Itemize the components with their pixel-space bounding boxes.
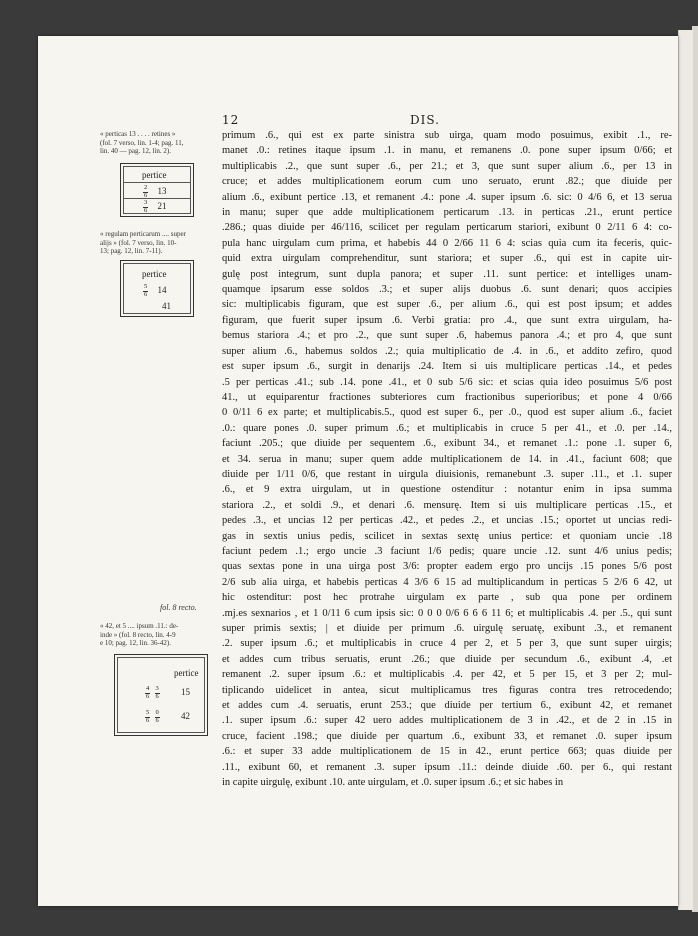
- book-page-edge: [678, 30, 693, 910]
- figure-box-1-frame: [123, 166, 191, 214]
- margin-note-2: [100, 230, 210, 256]
- text-line: pedes .3., et uncias 12 per perticas .42., et pedes .2., et uncias .15.; oportet ut uncias redi-: [222, 515, 672, 527]
- margin-note-3-line1: « 42, et 5 .... ipsum .11.: de-: [100, 622, 179, 630]
- text-line: stariora .2., et soldi .9., et denari .6. mensurę. Item si uis multiplicare perticas .15., et: [222, 499, 672, 511]
- running-title: DIS.: [410, 113, 440, 127]
- box1-title: pertice: [142, 170, 167, 180]
- box3-row1-fraction-a: $\frac{4}{6}$: [146, 685, 150, 700]
- text-line: sic: multiplicabis figuram, que est super .6., per alium .6., qui est post ipsum; et addes: [222, 299, 672, 311]
- text-line: 0 0/11 6 ex parte; et multiplicabis.5., quod est super 6., per .0., quod est super alium .6., faciet: [222, 407, 672, 419]
- text-line: .5 per perticas .41.; sub .14. pone .41., et 0 sub 5/6 sic: et scias quia ideo posuimus 5/6 post: [222, 376, 672, 388]
- figure-box-3: [114, 654, 208, 736]
- text-line: .11., exibunt 60, et remanent .3. super ipsum .11.: deinde diuide .60. per 6., qui restant: [222, 761, 672, 773]
- text-line: remanent .2. super ipsum .6.: et multiplicabis .4. per 42, et 5 per 15, et 3 per 2; mul-: [222, 669, 672, 681]
- box3-row2-fraction-a: $\frac{5}{6}$: [146, 709, 150, 724]
- margin-note-1-line1: « perticas 13 . . . . retines »: [100, 130, 176, 138]
- box1-row2-fraction: $\frac{3}{6}$: [144, 199, 148, 214]
- margin-note-3-line3: e 10; pag. 12, lin. 36-42).: [100, 639, 171, 647]
- margin-note-1-line2: (fol. 7 verso, lin. 1-4; pag. 11,: [100, 138, 184, 147]
- text-line: manet .0.: retines itaque ipsum .1. in manu, et remanens .0. pone super ipsum 0/66; et: [222, 145, 672, 157]
- text-line: 2/6 sub alia uirga, et habebis perticas 4 3/6 6 15 ad multiplicandum in perticas 5 2/6 6 42, ut: [222, 576, 672, 588]
- box3-row1: $\frac{4}{6}$ $\frac{3}{6}$ 15: [146, 685, 190, 700]
- text-line: faciunt pedem .1.; ergo uncie .3 faciunt 1/6 pedis; quare uncie .12. sunt 4/6 unius pedis;: [222, 545, 672, 557]
- margin-note-1: [100, 130, 210, 156]
- text-line: .6.: et super 33 adde multiplicationem de 15 in 42., erunt pertice 663; quas diuide per: [222, 746, 672, 758]
- text-line: gulę post integrum, sunt dupla panora; et super .11. sunt pertice: et intelliges unam-: [222, 268, 672, 280]
- text-line: diuide per 1/11 0/6, que restant in uirgula diuisionis, remanebunt .3. super .11., et .1. super: [222, 468, 672, 480]
- box2-row1-fraction: $\frac{5}{6}$: [144, 283, 148, 298]
- box3-row2-fraction-b: $\frac{0}{6}$: [155, 709, 159, 724]
- margin-note-2-line2: alijs » (fol. 7 verso, lin. 10-: [100, 238, 177, 247]
- text-line: est super ipsum .6., surgit in denarijs .24. Item si uis multiplicare perticas .14., et pedes: [222, 361, 672, 373]
- figure-box-2-frame: [123, 263, 191, 314]
- folio-mark: fol. 8 recto.: [160, 603, 197, 612]
- box1-row1: $\frac{2}{6}$ 13: [144, 184, 167, 199]
- text-line: .mj.es sexnarios , et 1 0/11 6 cum ipsis sic: 0 0 0 0/6 6 6 6 11 6; et multiplicabis .4. per .5., qui sunt: [222, 607, 672, 619]
- text-line: bemus stariora .4.; et pro .2., que sunt super .6, habemus panora .4.; et pro 4, que sunt: [222, 330, 672, 342]
- box1-divider: [124, 182, 190, 183]
- text-line: alium .6., exibunt pertice .13, et remanent .4.: pone .4. super ipsum .6. sic: 0 4/6 6, et 13 serua: [222, 191, 672, 203]
- text-line: in manu; super que adde multiplicationem perticarum .13. in perticas .21., erunt pertice: [222, 207, 672, 219]
- text-line: in capite uirgulę, exibunt .10. ante uirgulam, et .0. super ipsum .6.; et sic habes in: [222, 777, 564, 789]
- box1-divider-2: [124, 198, 190, 199]
- text-line: 41., ut equiparentur fractiones subteriores cum fractionibus superioribus; et pone 4 0/66: [222, 391, 672, 403]
- text-line: multiplicabis .2., que sunt super .6., per 21.; et 3, que sunt super alium .6., per 13 in: [222, 160, 672, 172]
- text-line: primum .6., qui est ex parte sinistra sub uirga, quam modo posuimus, exibit .1., re-: [222, 130, 672, 141]
- box3-title: pertice: [174, 668, 199, 678]
- figure-box-3-frame: [117, 657, 205, 733]
- text-line: quas sextas pone in una uirga post 3/6: propter eadem ergo pro uncijs .15 pones 5/6 post: [222, 561, 672, 573]
- text-line: gas in sextis unius pedis, scilicet in sextas sextę unius pertice: et quoniam uncie .18: [222, 530, 672, 542]
- text-line: quid extra uirgulam comprehenditur, sunt stariora; et super .6., qui est in capite uir-: [222, 253, 672, 265]
- margin-note-2-line1: « regulam perticarum .... super: [100, 230, 186, 238]
- margin-note-2-line3: 13; pag. 12, lin. 7-11).: [100, 247, 163, 255]
- text-line: cruce, facient .198.; que diuide per quartum .6., exibunt 33, et remanet .0. super ipsum: [222, 730, 672, 742]
- box2-title: pertice: [142, 269, 167, 279]
- text-line: figuram, que fuerit super ipsum .6. Verbi gratia: pro .4., que sunt extra uirgulam, ha-: [222, 314, 672, 326]
- box1-row1-fraction: $\frac{2}{6}$: [144, 184, 148, 199]
- text-line: quamque ipsarum esse soldos .3.; et super alijs duobus .6. sunt denari; quos accipies: [222, 284, 672, 296]
- figure-box-2: [120, 260, 194, 317]
- text-line: super alium .6., habemus soldos .2.; quia multiplicatio de .4. in .6., et addito zefiro, quod: [222, 345, 672, 357]
- text-line: hic ostenditur: post hec protrahe uirgulam ex parte , sub qua pone per ordinem: [222, 592, 672, 604]
- figure-box-1: [120, 163, 194, 217]
- box2-row1: $\frac{5}{6}$ 14: [144, 283, 167, 298]
- text-line: tiplicando uidelicet in antea, sicut multiplicamus tres figuras contra tres retrocedendo;: [222, 684, 672, 696]
- text-line: cruce; et addes multiplicationem eorum cum uno seruato, erunt .82.; que diuide per: [222, 176, 672, 188]
- box2-row2: 41: [162, 301, 171, 311]
- margin-note-1-line3: lin. 40 — pag. 12, lin. 2).: [100, 147, 171, 155]
- page-number: 12: [222, 113, 240, 127]
- box3-row2: $\frac{5}{6}$ $\frac{0}{6}$ 42: [146, 709, 190, 724]
- text-line: super primis sextis; | et diuide per primum .6. uirgulę seruatę, exibunt .3., et remanent: [222, 623, 672, 634]
- margin-note-3: [100, 622, 210, 648]
- text-line: pula hanc uirgulam cum prima, et habebis 44 0 2/66 11 6 4: scias quia cum ita feceris, quic-: [222, 237, 672, 249]
- margin-note-3-line2: inde » (fol. 8 recto, lin. 4-9: [100, 630, 176, 639]
- box1-row2: $\frac{3}{6}$ 21: [144, 199, 167, 214]
- text-line: faciunt .205.; que diuide per sequentem .6., exibunt 34., et remanet .1.: pone .1. super 6,: [222, 438, 672, 450]
- text-line: .6., et 9 extra uirgulam, ut in questione ostenditur : notantur enim in ipsa summa: [222, 484, 672, 496]
- text-line: et 34. serua in manu; super quem adde multiplicationem de 14. in .41., faciunt 608; que: [222, 453, 672, 465]
- box3-row1-fraction-b: $\frac{3}{6}$: [155, 685, 159, 700]
- text-line: .286.; quas diuide per 46/116, scilicet per regulam perticarum stariori, exibunt 0 2/11 6 4: co-: [222, 222, 672, 234]
- text-line: .0.: quare pones .0. super primum .6.; et multiplicabis in cruce 5 per 41., et .0. per .14.,: [222, 422, 672, 434]
- text-line: et addes cum .4. seruatis, erunt 253.; que diuide per tertium 6., exibunt 42, et remanet: [222, 700, 672, 712]
- text-line: .1. super ipsum .6.: super 42 uero addes multiplicationem de 3 in .42., et de 2 in .15 in: [222, 715, 672, 727]
- main-text-body: [222, 128, 672, 790]
- text-line: et addes cum tribus seruatis, erunt .26.; que diuide per secundum .6., exibunt .4, .et: [222, 653, 672, 665]
- text-line: .2. super ipsum .6.; et multiplicabis in cruce 4 per 2, et 5 per 3, que sunt super uirgis;: [222, 638, 672, 650]
